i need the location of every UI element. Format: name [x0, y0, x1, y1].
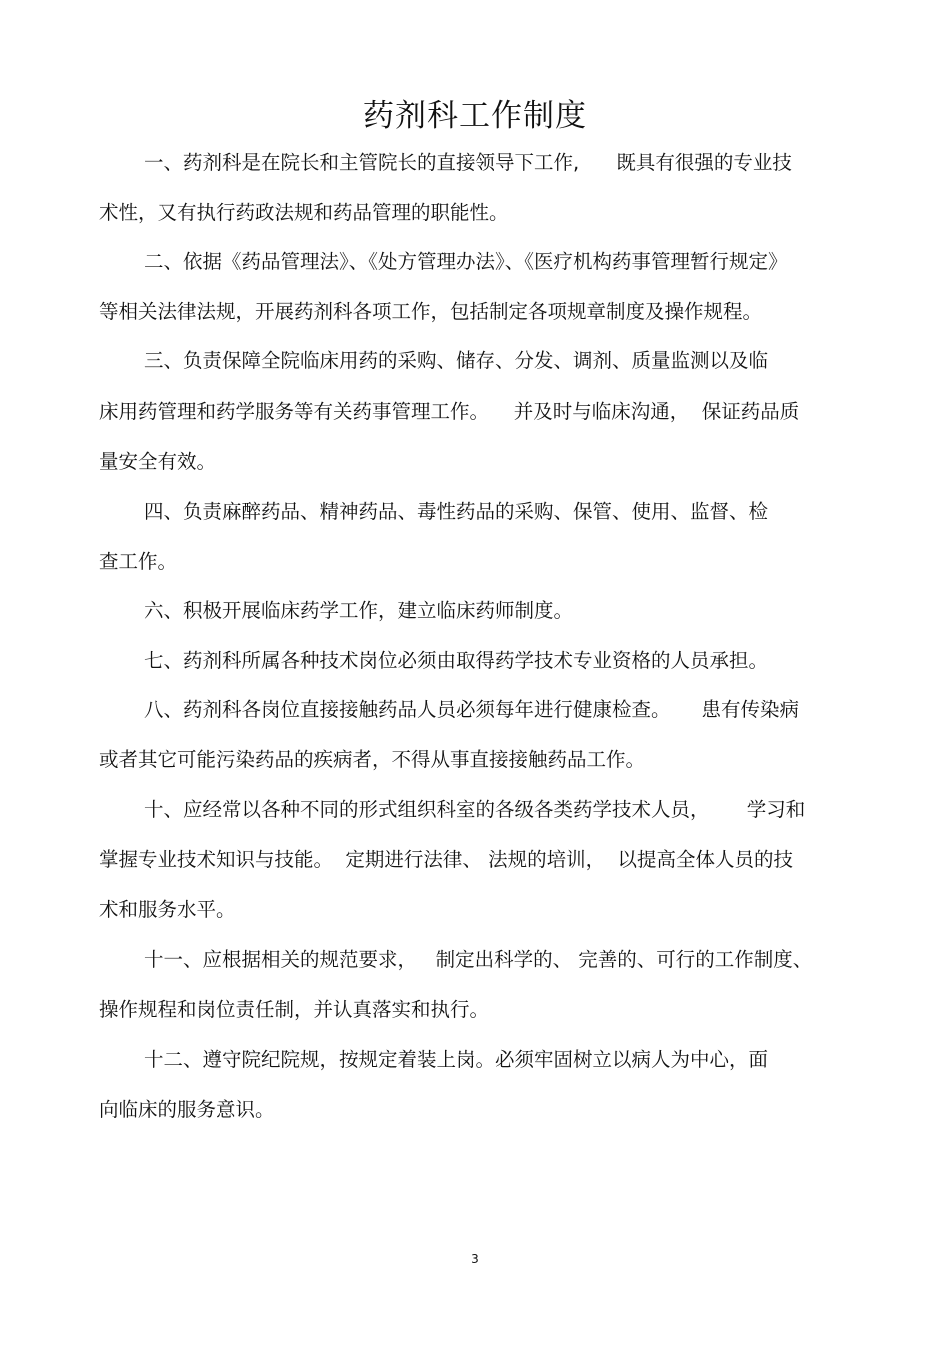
paragraph-2-line-1: 二、依据《药品管理法》、《处方管理办法》、《医疗机构药事管理暂行规定》 [144, 250, 788, 273]
paragraph-1-line-2: 术性，又有执行药政法规和药品管理的职能性。 [99, 201, 509, 224]
paragraph-3-line-3: 量安全有效。 [99, 450, 217, 473]
paragraph-6-line-1: 六、积极开展临床药学工作，建立临床药师制度。 [144, 599, 574, 622]
paragraph-2-line-2: 等相关法律法规，开展药剂科各项工作，包括制定各项规章制度及操作规程。 [99, 300, 763, 323]
paragraph-12-line-2: 向临床的服务意识。 [99, 1098, 275, 1121]
paragraph-3-line-2: 床用药管理和药学服务等有关药事管理工作。 并及时与临床沟通， 保证药品质 [99, 400, 800, 423]
paragraph-8-line-2: 或者其它可能污染药品的疾病者，不得从事直接接触药品工作。 [99, 748, 646, 771]
paragraph-11-line-1: 十一、应根据相关的规范要求， 制定出科学的、 完善的、可行的工作制度、 [144, 948, 813, 971]
paragraph-3-line-1: 三、负责保障全院临床用药的采购、储存、分发、调剂、质量监测以及临 [144, 349, 769, 372]
paragraph-10-line-1: 十、应经常以各种不同的形式组织科室的各级各类药学技术人员， 学习和 [144, 798, 806, 821]
paragraph-1-line-1: 一、药剂科是在院长和主管院长的直接领导下工作, 既具有很强的专业技 [144, 151, 792, 174]
paragraph-4-line-1: 四、负责麻醉药品、精神药品、毒性药品的采购、保管、使用、监督、检 [144, 500, 769, 523]
paragraph-11-line-2: 操作规程和岗位责任制，并认真落实和执行。 [99, 998, 490, 1021]
page-number: 3 [471, 1252, 479, 1266]
paragraph-4-line-2: 查工作。 [99, 550, 178, 573]
paragraph-10-line-3: 术和服务水平。 [99, 898, 236, 921]
paragraph-8-line-1: 八、药剂科各岗位直接接触药品人员必须每年进行健康检查。 患有传染病 [144, 698, 799, 721]
paragraph-10-line-2: 掌握专业技术知识与技能。 定期进行法律、 法规的培训， 以提高全体人员的技 [99, 848, 793, 871]
document-title: 药剂科工作制度 [363, 98, 587, 134]
paragraph-7-line-1: 七、药剂科所属各种技术岗位必须由取得药学技术专业资格的人员承担。 [144, 649, 769, 672]
paragraph-12-line-1: 十二、遵守院纪院规，按规定着装上岗。必须牢固树立以病人为中心，面 [144, 1048, 769, 1071]
